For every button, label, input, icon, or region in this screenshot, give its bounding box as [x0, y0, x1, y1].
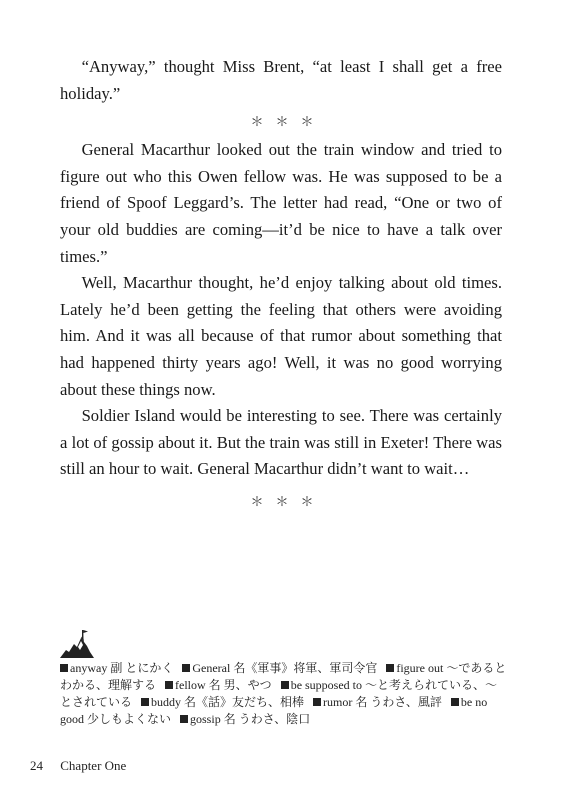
- glossary: [60, 660, 508, 728]
- bullet-square-icon: [180, 715, 188, 723]
- glossary-item: figure out ～であるとわかる、理解する: [60, 661, 507, 692]
- paragraph: Soldier Island would be interesting to see. There was certainly a lot of gossip about it. But the train was still in Exeter! There was still an hour to wait. General Macarthur didn’t want to wait…: [60, 406, 502, 479]
- bullet-square-icon: [281, 681, 289, 689]
- bullet-square-icon: [60, 664, 68, 672]
- paragraph: Well, Macarthur thought, he’d enjoy talking about old times. Lately he’d been getting the feeling that others were avoiding him. And it was all because of that rumor about something that had happened thirty years ago! Well, it was no good worrying about these things now.: [60, 273, 502, 399]
- bullet-square-icon: [182, 664, 190, 672]
- page-footer: [30, 758, 126, 774]
- glossary-item: rumor 名 うわさ、風評: [313, 695, 442, 709]
- body-text: [60, 54, 502, 517]
- section-separator: ＊＊＊: [250, 493, 326, 509]
- glossary-item: be no good 少しもよくない: [60, 695, 488, 726]
- section-separator: ＊＊＊: [250, 114, 326, 130]
- bullet-square-icon: [313, 698, 321, 706]
- bullet-square-icon: [165, 681, 173, 689]
- glossary-item: be supposed to ～と考えられている、～とされている: [60, 678, 498, 709]
- paragraph: “Anyway,” thought Miss Brent, “at least I shall get a free holiday.”: [60, 57, 502, 103]
- bullet-square-icon: [386, 664, 394, 672]
- glossary-item: buddy 名《話》友だち、相棒: [141, 695, 304, 709]
- page-number: 24: [30, 758, 43, 773]
- glossary-item: General 名《軍事》将軍、軍司令官: [182, 661, 377, 675]
- glossary-item: fellow 名 男、やつ: [165, 678, 272, 692]
- bullet-square-icon: [451, 698, 459, 706]
- mountain-icon: [60, 628, 94, 658]
- glossary-item: gossip 名 うわさ、陰口: [180, 712, 310, 726]
- paragraph: General Macarthur looked out the train window and tried to figure out who this Owen fellow was. He was supposed to be a friend of Spoof Leggard’s. The letter had read, “One or two of your old buddies are coming—it’d be nice to have a talk over times.”: [60, 140, 502, 266]
- bullet-square-icon: [141, 698, 149, 706]
- chapter-title: Chapter One: [60, 758, 127, 773]
- glossary-item: anyway 副 とにかく: [60, 661, 173, 675]
